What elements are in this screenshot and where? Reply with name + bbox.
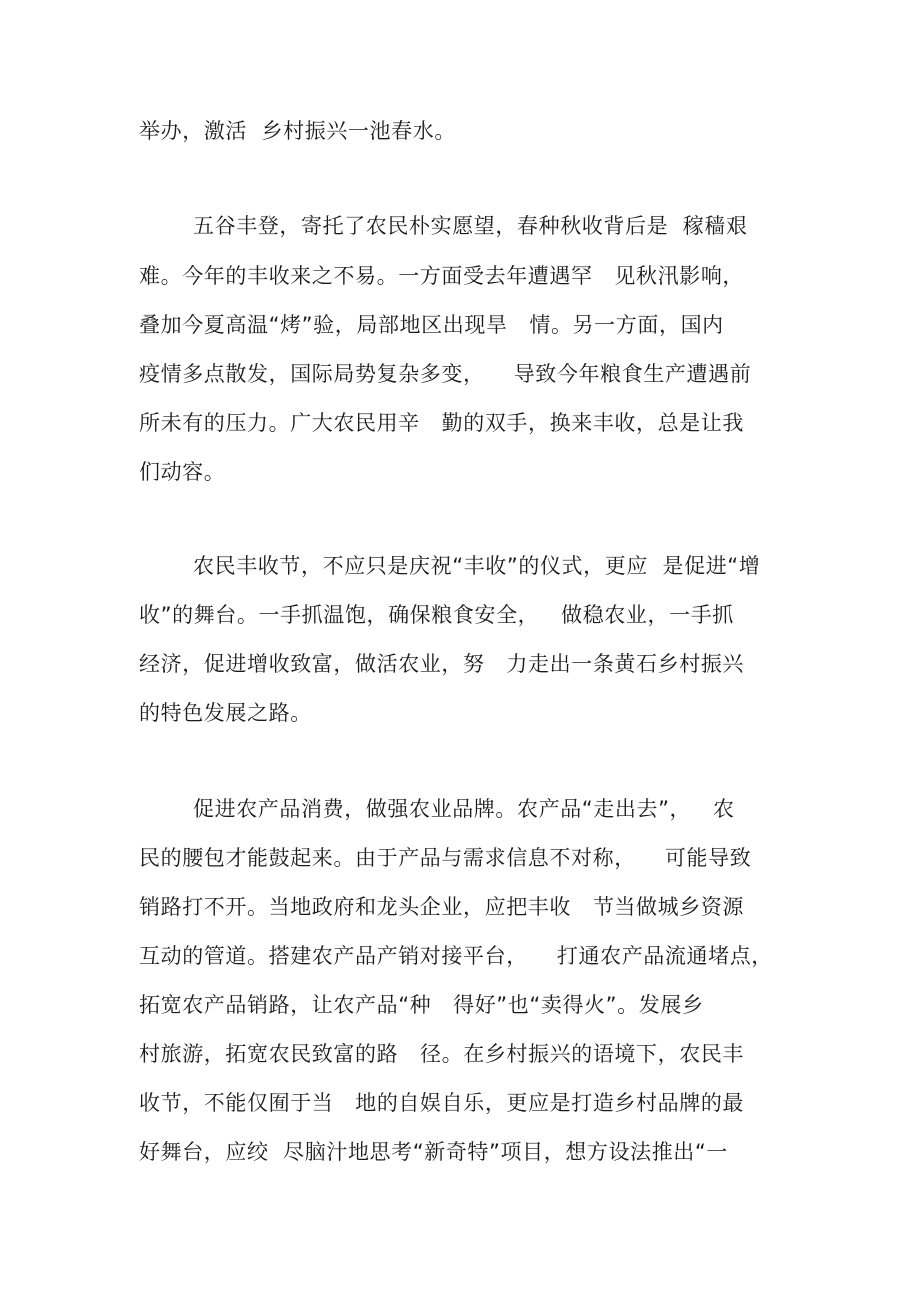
paragraph-3-line-1: 农民丰收节，不应只是庆祝“丰收”的仪式，更应 是促进“增 [193, 554, 761, 578]
paragraph-4-line-6: 村旅游，拓宽农民致富的路 径。在乡村振兴的语境下，农民丰 [139, 1042, 745, 1066]
paragraph-3-line-3: 经济，促进增收致富，做活农业，努 力走出一条黄石乡村振兴 [139, 652, 745, 676]
paragraph-4-line-1: 促进农产品消费，做强农业品牌。农产品“走出去”， 农 [193, 797, 735, 821]
paragraph-2-line-2: 难。今年的丰收来之不易。一方面受去年遭遇罕 见秋汛影响， [139, 264, 745, 288]
paragraph-4-line-3: 销路打不开。当地政府和龙头企业，应把丰收 节当做城乡资源 [139, 895, 745, 919]
paragraph-2-line-6: 们动容。 [139, 460, 226, 484]
paragraph-4-line-7: 收节，不能仅囿于当 地的自娱自乐，更应是打造乡村品牌的最 [139, 1091, 745, 1115]
paragraph-2-line-3: 叠加今夏高温“烤”验，局部地区出现旱 情。另一方面，国内 [139, 313, 724, 337]
paragraph-2-line-1: 五谷丰登，寄托了农民朴实愿望，春种秋收背后是 稼穑艰 [193, 214, 748, 238]
paragraph-4-line-8: 好舞台，应绞 尽脑汁地思考“新奇特”项目，想方设法推出“一 [139, 1140, 728, 1164]
paragraph-3-line-2: 收”的舞台。一手抓温饱，确保粮食安全， 做稳农业，一手抓 [139, 603, 734, 627]
paragraph-4-line-2: 民的腰包才能鼓起来。由于产品与需求信息不对称， 可能导致 [139, 846, 752, 870]
paragraph-2-line-4: 疫情多点散发，国际局势复杂多变， 导致今年粮食生产遭遇前 [139, 362, 752, 386]
paragraph-2-line-5: 所未有的压力。广大农民用辛 勤的双手，换来丰收，总是让我 [139, 411, 745, 435]
paragraph-3-line-4: 的特色发展之路。 [139, 701, 312, 725]
paragraph-1-line-1: 举办，激活 乡村振兴一池春水。 [139, 119, 456, 143]
paragraph-4-line-4: 互动的管道。搭建农产品产销对接平台， 打通农产品流通堵点， [139, 944, 773, 968]
paragraph-4-line-5: 拓宽农产品销路，让农产品“种 得好”也“卖得火”。发展乡 [139, 993, 704, 1017]
